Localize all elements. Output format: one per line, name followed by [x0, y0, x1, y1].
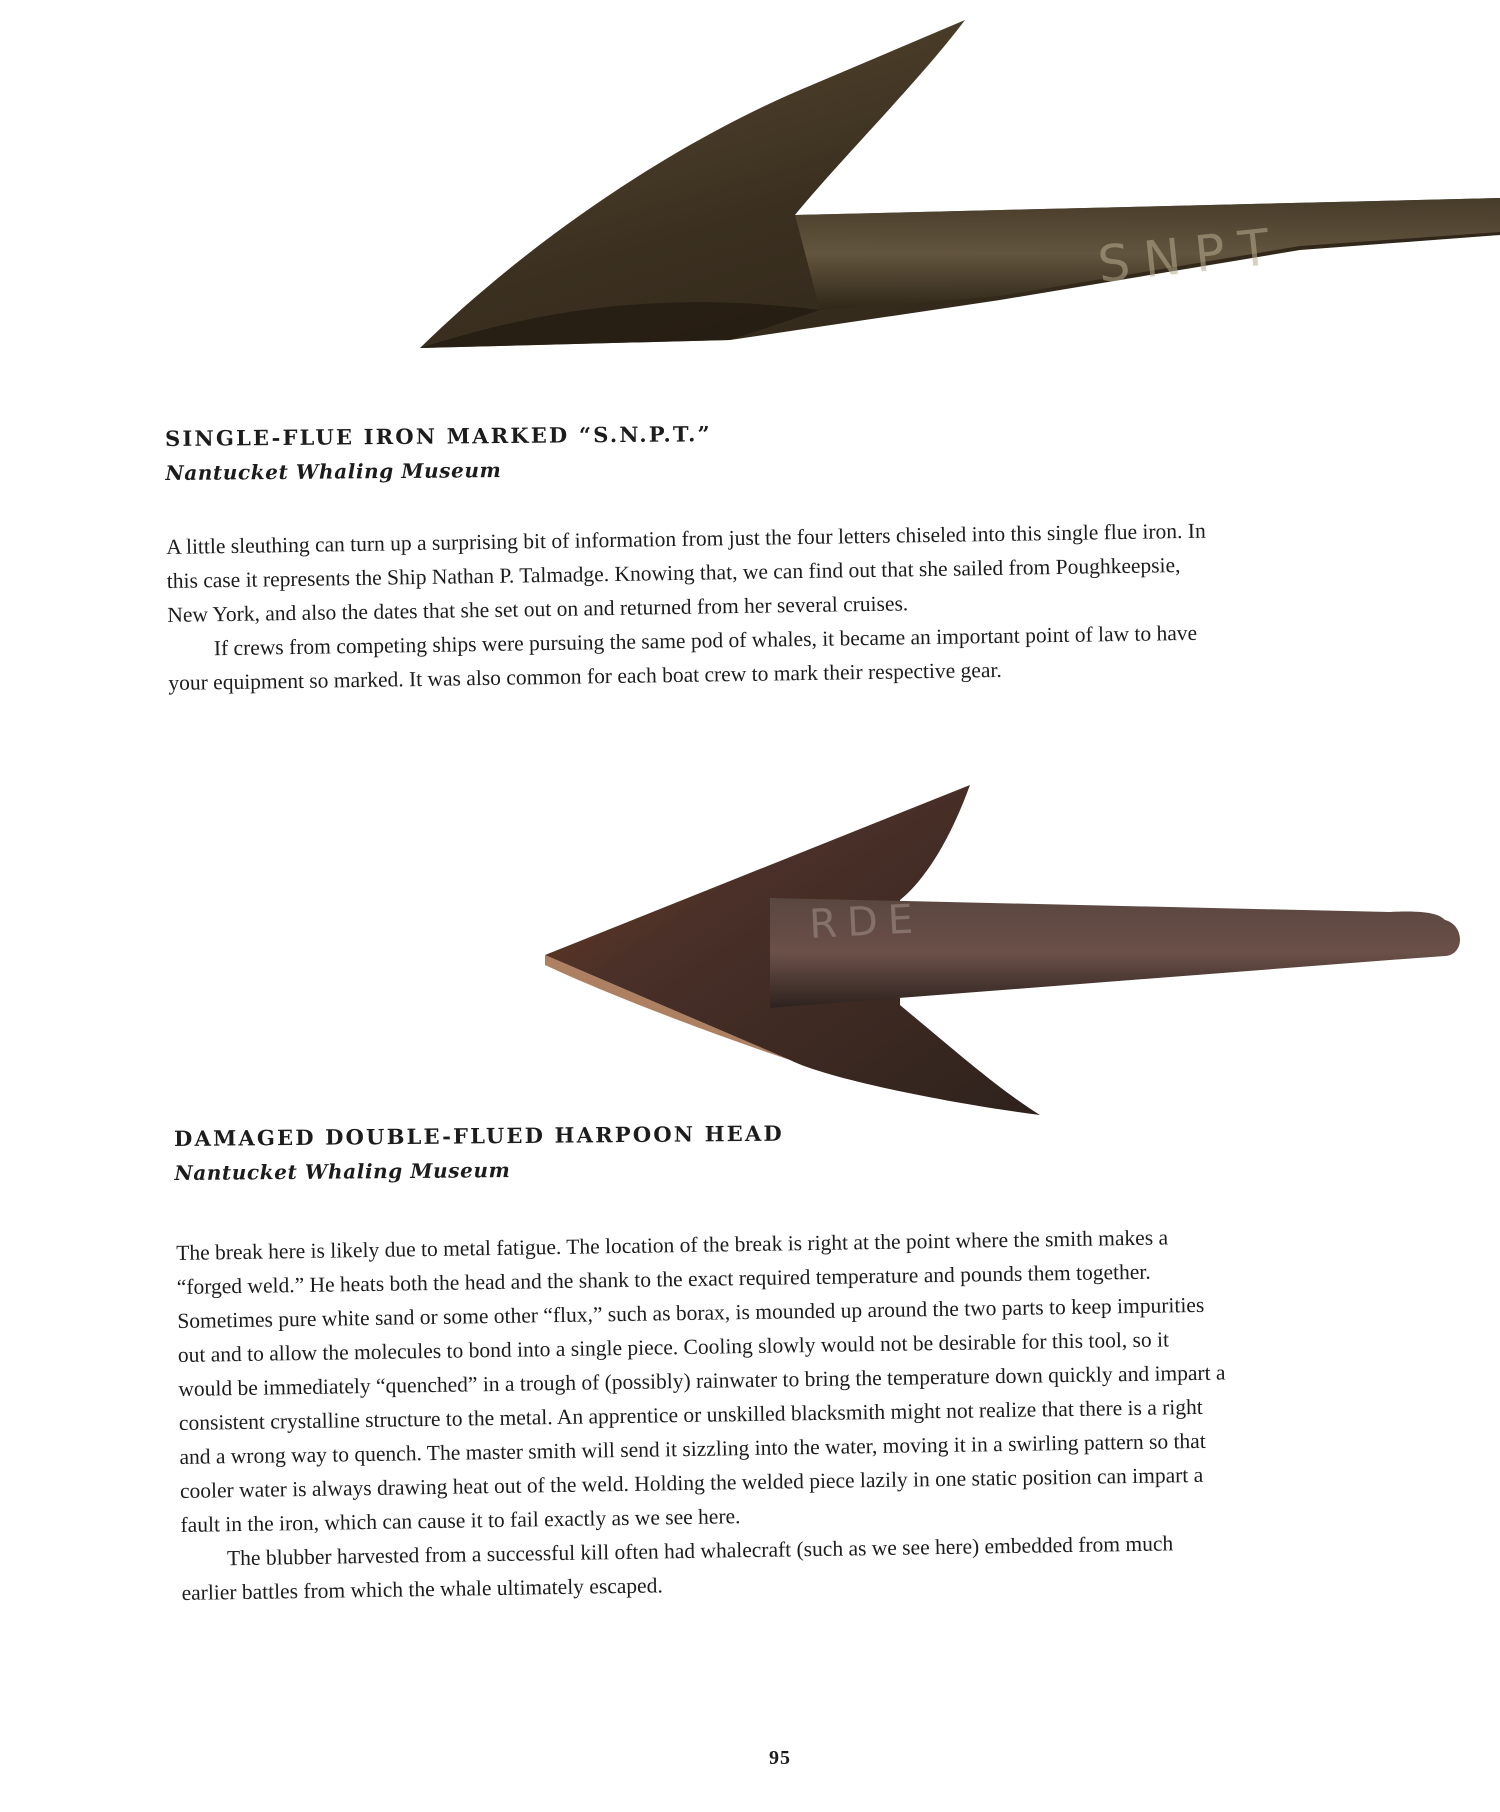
paragraph: The break here is likely due to metal fatigue. The location of the break is right at the point where the smith makes a “forged weld.” He heats both the head and the shank to the exact required temperature and pounds them together. Sometimes pure white sand or some other “flux,” such as borax, is mounded up around the two parts to keep impurities out and to allow the molecules to bond into a single piece. Cooling slowly would not be desirable for this tool, so it would be immediately “quenched” in a trough of (possibly) rainwater to bring the temperature down quickly and impart a consistent crystalline structure to the metal. An apprentice or unskilled blacksmith might not realize that there is a right and a wrong way to quench. The master smith will send it sizzling into the water, moving it in a swirling pattern so that cooler water is always drawing heat out of the weld. Holding the welded piece lazily in one static position can impart a fault in the iron, which can cause it to fail exactly as we see here. [176, 1225, 1226, 1537]
iron-marking-snpt: SNPT [1095, 216, 1287, 294]
paragraph: The blubber harvested from a successful kill often had whalecraft (such as we see here) embedded from much earlier battles from which the whale ultimately escaped. [181, 1531, 1174, 1605]
description-double-flued-harpoon [176, 1220, 1232, 1610]
harpoon-head-shape [545, 785, 1460, 1115]
paragraph: A little sleuthing can turn up a surprising bit of information from just the four letters chiseled into this single flue iron. In this case it represents the Ship Nathan P. Talmadge. Knowing that, we can find out that she sailed from Poughkeepsie, New York, and also the dates that she set out on and returned from her several cruises. [166, 518, 1206, 627]
page-number: 95 [769, 1747, 791, 1769]
caption-double-flued-harpoon [174, 1116, 1274, 1185]
description-single-flue-iron [166, 514, 1219, 700]
paragraph: If crews from competing ships were pursuing the same pod of whales, it became an important point of law to have your equipment so marked. It was also common for each boat crew to mark their respective gear. [168, 620, 1198, 695]
item-source: Nantucket Whaling Museum [165, 458, 502, 485]
harpoon-marking-rde: RDE [808, 896, 925, 948]
item-title: SINGLE-FLUE IRON MARKED “S.N.P.T.” [165, 421, 712, 451]
double-flued-harpoon-photo [530, 770, 1480, 1130]
item-title: DAMAGED DOUBLE-FLUED HARPOON HEAD [174, 1120, 784, 1151]
single-flue-iron-photo [400, 10, 1500, 360]
iron-head-shape [420, 20, 1500, 348]
item-source: Nantucket Whaling Museum [174, 1158, 511, 1185]
caption-single-flue-iron [165, 416, 1265, 485]
